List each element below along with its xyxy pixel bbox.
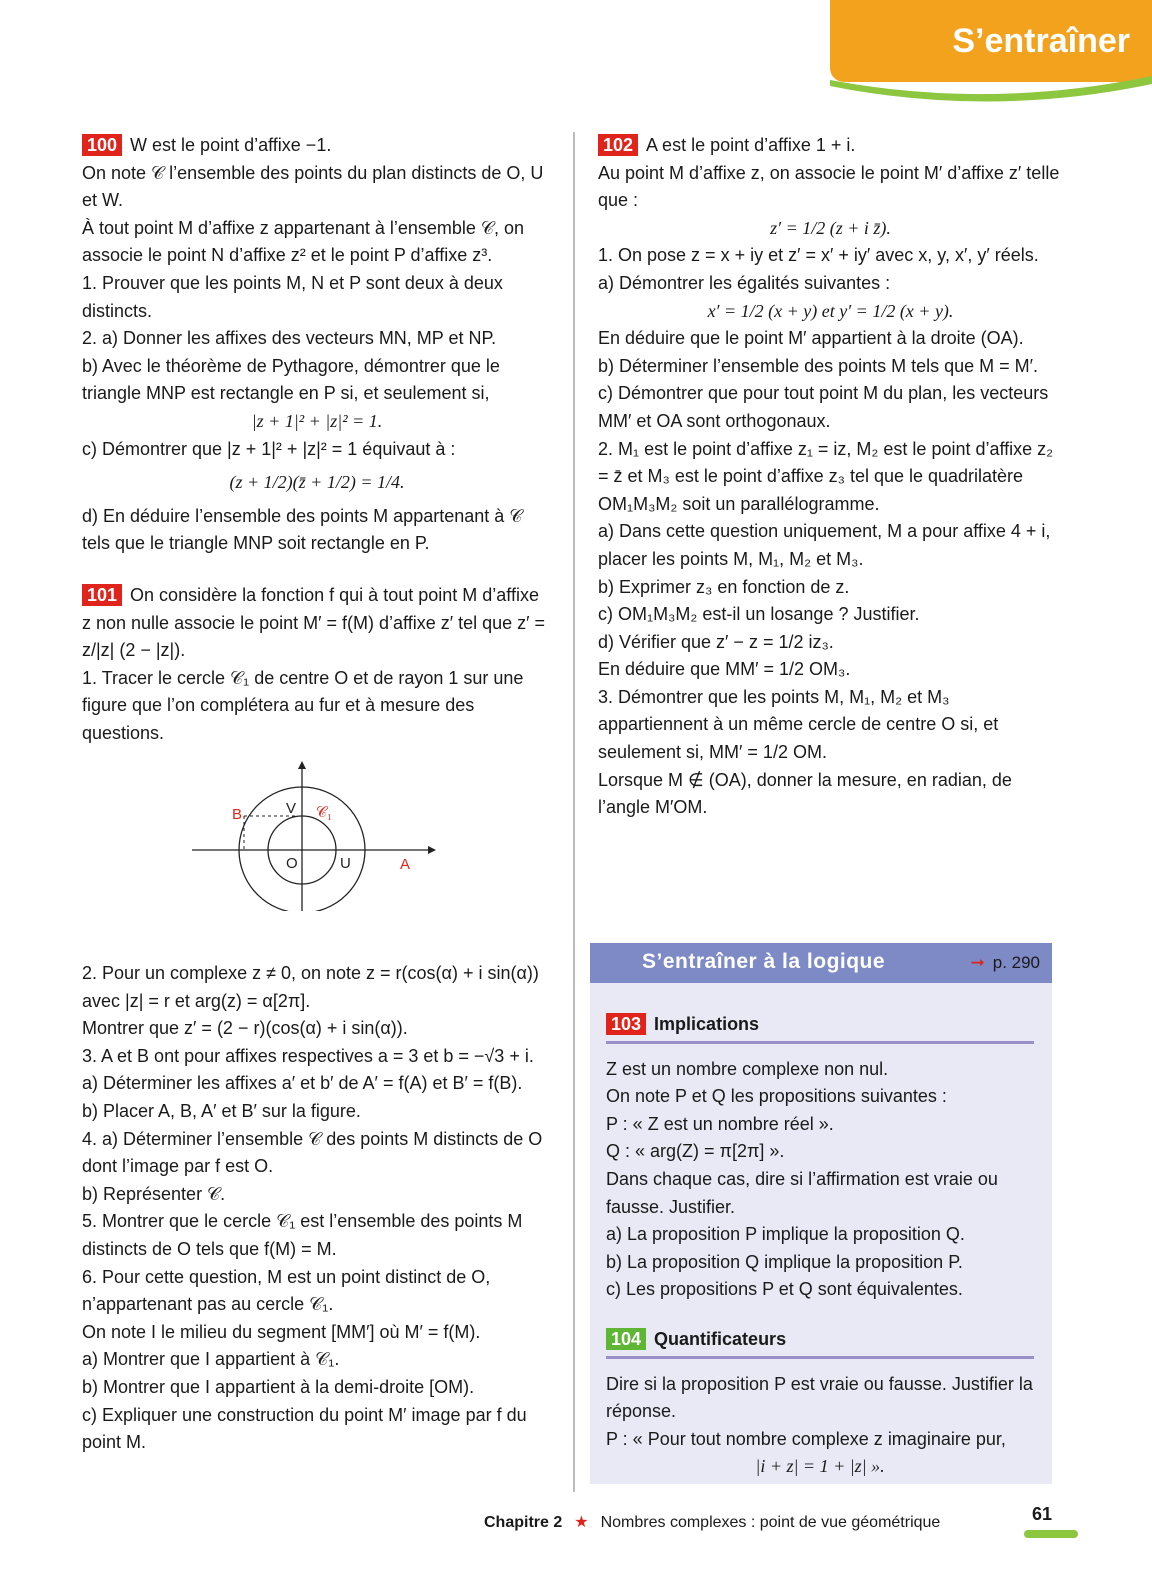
chapter-subtitle: Nombres complexes : point de vue géométrique: [600, 1514, 941, 1531]
logic-header: [590, 943, 1052, 983]
arrow-right-icon: ➞: [970, 953, 985, 972]
ex102-question: a) Démontrer les égalités suivantes :: [598, 272, 891, 293]
ex101-line: 101 On considère la fonction f qui à tout point M d’affixe z non nulle associe le point M′ = f(M) d’affixe z′ tel que z′ = z/|z| (2 − |z|).: [82, 584, 546, 661]
ex104-number: 104: [606, 1328, 646, 1350]
ex102-question: d) Vérifier que z′ − z = 1/2 iz₃.: [598, 631, 834, 652]
ex102-question: a) Dans cette question uniquement, M a pour affixe 4 + i, placer les points M, M₁, M₂ et M₃.: [598, 521, 1051, 569]
label-U: U: [340, 855, 351, 873]
ex100-number: 100: [82, 134, 122, 156]
label-C1: 𝒞₁: [316, 805, 333, 822]
ex100-question: c) Démontrer que |z + 1|² + |z|² = 1 équivaut à :: [82, 438, 456, 459]
ex101-question: 4. a) Déterminer l’ensemble 𝒞 des points M distincts de O dont l’image par f est O.: [82, 1128, 543, 1177]
ex100-line: À tout point M d’affixe z appartenant à l’ensemble 𝒞, on associe le point N d’affixe z² et le point P d’affixe z³.: [82, 217, 525, 266]
right-column: [598, 132, 1063, 822]
ex100-formula: (z + 1/2)(z̄ + 1/2) = 1/4.: [229, 472, 405, 493]
section-title: S’entraîner: [952, 22, 1130, 60]
ex101-question: a) Déterminer les affixes a′ et b′ de A′ = f(A) et B′ = f(B).: [82, 1073, 523, 1094]
logic-body: [590, 983, 1052, 1481]
ex100-line: 100 W est le point d’affixe −1.: [82, 132, 552, 160]
ex104-line: P : « Pour tout nombre complexe z imaginaire pur,: [606, 1428, 1006, 1449]
label-B: B: [232, 806, 243, 824]
label-V: V: [286, 800, 297, 818]
ex101-question: b) Représenter 𝒞.: [82, 1183, 226, 1204]
ex102-question: 2. M₁ est le point d’affixe z₁ = iz, M₂ est le point d’affixe z₂ = z̄ et M₃ est le point d’affixe z₃ tel que le quadrilatère OM₁M₃M₂ soit un parallélogramme.: [598, 438, 1054, 514]
ex102-line: 102 A est le point d’affixe 1 + i.: [598, 132, 1063, 160]
ex101-question: On note I le milieu du segment [MM′] où M′ = f(M).: [82, 1321, 481, 1342]
ex101-question: 6. Pour cette question, M est un point distinct de O, n’appartenant pas au cercle 𝒞₁.: [82, 1266, 491, 1315]
ex103-line: P : « Z est un nombre réel ».: [606, 1113, 834, 1134]
ex102-line: Au point M d’affixe z, on associe le point M′ d’affixe z′ telle que :: [598, 162, 1060, 211]
left-column: [82, 132, 552, 1457]
swoosh-decoration: [830, 70, 1152, 110]
ex100-question: b) Avec le théorème de Pythagore, démontrer que le triangle MNP est rectangle en P si, et seulement si,: [82, 355, 500, 404]
page-number-underline: [1024, 1530, 1078, 1538]
label-A: A: [400, 856, 411, 874]
ex103-line: a) La proposition P implique la proposition Q.: [606, 1224, 965, 1245]
ex102-formula: z′ = 1/2 (z + i z̄).: [770, 217, 891, 238]
label-O: O: [286, 855, 298, 873]
ex101-question: 5. Montrer que le cercle 𝒞₁ est l’ensemble des points M distincts de O tels que f(M) = M.: [82, 1211, 523, 1259]
ex102-question: c) OM₁M₃M₂ est-il un losange ? Justifier.: [598, 604, 920, 625]
ex100-question: 1. Prouver que les points M, N et P sont deux à deux distincts.: [82, 272, 503, 321]
ex103-line: Dans chaque cas, dire si l’affirmation est vraie ou fausse. Justifier.: [606, 1168, 998, 1217]
page-number: 61: [1032, 1504, 1053, 1524]
ex101-question: Montrer que z′ = (2 − r)(cos(α) + i sin(α)).: [82, 1018, 408, 1039]
ex101-number: 101: [82, 584, 122, 606]
ex101-question: a) Montrer que I appartient à 𝒞₁.: [82, 1349, 340, 1370]
ex101-question: b) Placer A, B, A′ et B′ sur la figure.: [82, 1101, 361, 1122]
ex102-question: c) Démontrer que pour tout point M du plan, les vecteurs MM′ et OA sont orthogonaux.: [598, 383, 1049, 431]
ex103-line: On note P et Q les propositions suivantes :: [606, 1086, 947, 1107]
ex102-formula: x′ = 1/2 (x + y) et y′ = 1/2 (x + y).: [707, 300, 954, 321]
ex102-number: 102: [598, 134, 638, 156]
ex100-line: On note 𝒞 l’ensemble des points du plan distincts de O, U et W.: [82, 162, 544, 211]
page-reference[interactable]: ➞ p. 290: [970, 953, 1040, 972]
ex101-question: 3. A et B ont pour affixes respectives a = 3 et b = −√3 + i.: [82, 1045, 534, 1066]
ex104-line: Dire si la proposition P est vraie ou fausse. Justifier la réponse.: [606, 1373, 1033, 1422]
ex103-line: Q : « arg(Z) = π[2π] ».: [606, 1141, 785, 1162]
column-divider: [573, 132, 575, 1492]
footer: [484, 1512, 940, 1532]
ex101-question: 1. Tracer le cercle 𝒞₁ de centre O et de rayon 1 sur une figure que l’on complétera au fur et à mesure des questions.: [82, 667, 524, 743]
ex102-question: En déduire que MM′ = 1/2 OM₃.: [598, 659, 851, 680]
ex102-question: b) Exprimer z₃ en fonction de z.: [598, 576, 850, 597]
circle-figure: [192, 761, 442, 911]
logic-box: [590, 943, 1052, 1484]
ex104-formula: |i + z| = 1 + |z| ».: [755, 1456, 885, 1477]
ex103-number: 103: [606, 1013, 646, 1035]
ex104-title: 104 Quantificateurs: [606, 1326, 1034, 1359]
ex102-question: 1. On pose z = x + iy et z′ = x′ + iy′ avec x, y, x′, y′ réels.: [598, 245, 1039, 266]
ex100-formula: |z + 1|² + |z|² = 1.: [251, 410, 383, 431]
ex100-question: 2. a) Donner les affixes des vecteurs MN, MP et NP.: [82, 328, 497, 349]
ex100-question: d) En déduire l’ensemble des points M appartenant à 𝒞 tels que le triangle MNP soit rectangle en P.: [82, 505, 523, 554]
ex103-line: b) La proposition Q implique la proposition P.: [606, 1251, 963, 1272]
ex103-line: c) Les propositions P et Q sont équivalentes.: [606, 1279, 963, 1300]
ex101-question: 2. Pour un complexe z ≠ 0, on note z = r(cos(α) + i sin(α)) avec |z| = r et arg(z) = α[2π].: [82, 963, 539, 1011]
ex103-title: 103 Implications: [606, 1011, 1034, 1044]
logic-title: S’entraîner à la logique: [642, 950, 886, 973]
chapter-label: Chapitre 2: [484, 1514, 563, 1531]
ex102-question: b) Déterminer l’ensemble des points M tels que M = M′.: [598, 355, 1039, 376]
star-icon: ★: [574, 1514, 589, 1531]
ex102-question: 3. Démontrer que les points M, M₁, M₂ et M₃ appartiennent à un même cercle de centre O si, et seulement si, MM′ = 1/2 OM.: [598, 686, 999, 763]
ex102-question: Lorsque M ∉ (OA), donner la mesure, en radian, de l’angle M′OM.: [598, 769, 1012, 818]
ex101-question: c) Expliquer une construction du point M′ image par f du point M.: [82, 1404, 527, 1453]
ex103-line: Z est un nombre complexe non nul.: [606, 1058, 889, 1079]
ex102-question: En déduire que le point M′ appartient à la droite (OA).: [598, 328, 1024, 349]
ex101-question: b) Montrer que I appartient à la demi-droite [OM).: [82, 1376, 475, 1397]
